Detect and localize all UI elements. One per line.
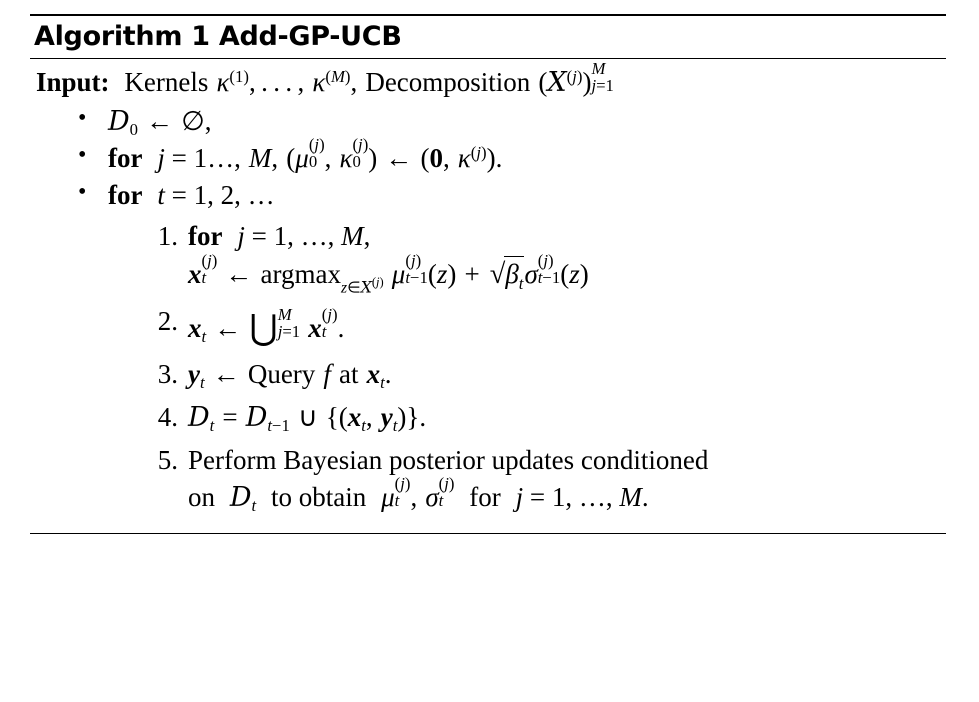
arrow-icon-4: ← (214, 312, 242, 343)
bullet-for-j: • for j = 1…, M, (μ (j) 0 , κ (j) 0 ) ← (0, $\kappa^{(j)}$). (78, 141, 944, 176)
kappa-symbol-1: κ (216, 67, 230, 97)
kappa-symbol-M: κ (312, 67, 326, 97)
rule-bottom (30, 533, 946, 534)
query-word: Query (247, 358, 316, 389)
bullet-for-t: • for t = 1, 2, … (78, 178, 944, 213)
step5-ellipsis: … (578, 481, 606, 512)
step-5-line-2: on $D_t$ to obtain μ (j) t , σ (j) t for j = 1, …, M. (188, 473, 649, 516)
bullet-t-ellipsis: … (247, 180, 275, 211)
algorithm-block (30, 14, 946, 534)
for-keyword-1: for (108, 143, 143, 174)
arrow-icon-3: ← (225, 259, 253, 290)
for-keyword-2: for (108, 180, 143, 211)
for-keyword-3: for (188, 221, 223, 252)
bullet-j-ellipsis: … (207, 143, 235, 174)
input-label: Input: (36, 67, 110, 97)
big-union-icon: ⋃ (249, 308, 278, 347)
bullet-list (34, 104, 944, 213)
step-1: for j = 1, …, M, x (j) t ← $argmaxz\in X^{(j)}$ μ (j) t−1 $(z) + √\beta_t\sigma$ (j) t−1 (z) (144, 219, 944, 295)
bullet-d0: • $D_0$ ← ∅, (78, 104, 944, 139)
algorithm-body (30, 59, 946, 533)
step-2: $x_t$ ← ⋃ M j=1 x (j) t . (188, 304, 345, 347)
step-5 (144, 443, 944, 515)
arrow-icon-2: ← (385, 143, 413, 174)
step-1-line-2: x (j) t ← $argmaxz\in X^{(j)}$ μ (j) t−1 $(z) + √\beta_t\sigma$ (j) t−1 (z) (188, 251, 589, 297)
emptyset-icon: ∅ (181, 106, 205, 137)
step-4: $D_t = D_{t-1}$ ∪ {($x_t$, $y_t$)}. (188, 401, 427, 436)
step-5-line-1: Perform Bayesian posterior updates conditioned (188, 444, 709, 475)
input-decomposition-word: Decomposition (365, 67, 531, 97)
input-kernels-word: Kernels (124, 67, 209, 97)
step-list (34, 219, 944, 515)
algorithm-title: Algorithm 1 Add-GP-UCB (34, 21, 402, 52)
step1-ellipsis: … (300, 221, 328, 252)
arrow-icon-1: ← (146, 106, 174, 137)
step-3: $y_t$ ← Query f at $x_t$. (188, 358, 392, 392)
input-ellipsis: , . . . , (248, 67, 305, 97)
union-icon: ∪ (297, 401, 318, 432)
argmax-operator: argmax (260, 259, 341, 290)
input-line: Input: Kernels $\kappa^{(1)}$, . . . , $\kappa^{(M)}$, Decomposition $(X^{(j)})$ M j=1 (36, 58, 614, 98)
arrow-icon-5: ← (212, 358, 240, 389)
